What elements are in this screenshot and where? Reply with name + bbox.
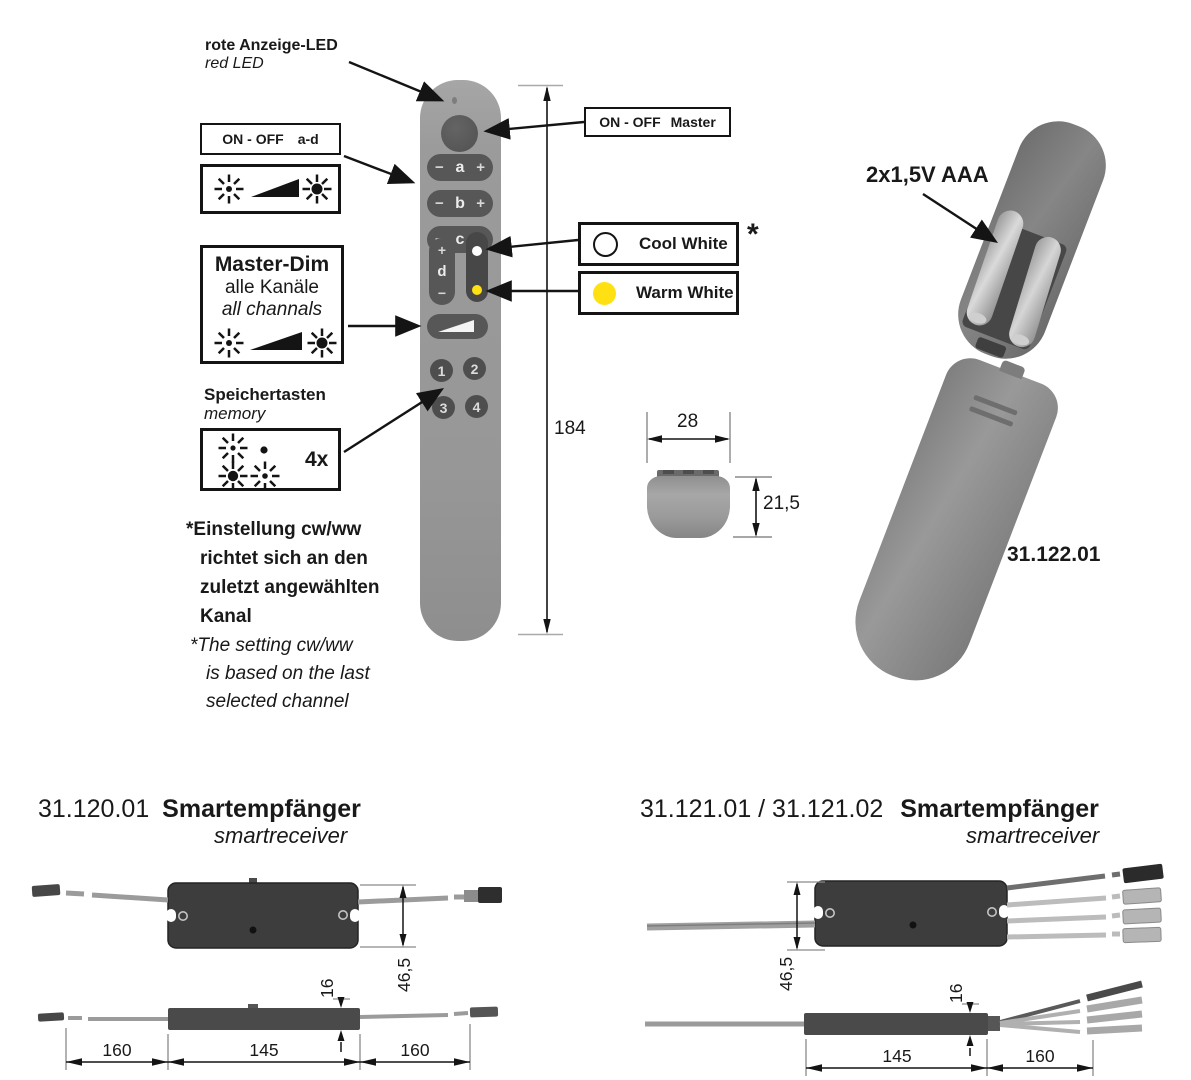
channel-b-label: b xyxy=(455,194,465,212)
memory-label-de: Speichertasten xyxy=(204,385,326,404)
receiver-left-side-view xyxy=(168,1008,360,1030)
channel-c-label: c xyxy=(455,230,465,248)
on-off-label: ON - OFF xyxy=(222,131,284,147)
footnote-en-line2: is based on the last xyxy=(206,663,370,684)
memory-2-label: 2 xyxy=(470,360,479,377)
battery-arrow xyxy=(923,194,995,241)
receiver-left-top-view xyxy=(168,883,358,948)
master-dim-subtitle-de: alle Kanäle xyxy=(224,277,320,298)
receiver-left-thickness-label: 16 xyxy=(317,978,337,998)
connector-left xyxy=(32,884,61,897)
remote-width-dim-label: 28 xyxy=(677,411,699,432)
connector-right-side xyxy=(470,1007,498,1018)
connector-3 xyxy=(1123,908,1162,924)
receiver-left-name-de: Smartempfänger xyxy=(162,795,361,823)
footnote-de-line2: richtet sich an den xyxy=(200,548,368,569)
receiver-left-drawing xyxy=(20,870,520,1080)
connector-4 xyxy=(1123,927,1161,942)
remote-depth-dim-label: 21,5 xyxy=(763,493,800,514)
wire-right-side xyxy=(360,1015,448,1017)
remote-depth-dimension xyxy=(733,477,772,537)
footnote-en-line1: *The setting cw/ww xyxy=(190,635,353,656)
receiver-right-drawing xyxy=(640,860,1191,1080)
receiver-right-body-label: 145 xyxy=(882,1046,912,1066)
wire-left xyxy=(92,895,168,900)
connector-right-sleeve xyxy=(464,890,478,902)
cool-white-arrow xyxy=(489,240,578,249)
footnote-de-line3: zuletzt angewählten xyxy=(200,577,380,598)
memory-3-label: 3 xyxy=(439,399,448,416)
receiver-right-side-view xyxy=(804,1013,988,1035)
receiver-left-name-en: smartreceiver xyxy=(214,823,348,848)
red-led-arrow xyxy=(349,62,441,100)
receiver-left-wire-left-label: 160 xyxy=(102,1040,132,1060)
remote-length-dim-label: 184 xyxy=(554,418,586,439)
memory-multiplier-label: 4x xyxy=(305,447,329,471)
length-dimension-chain xyxy=(806,1039,1093,1076)
memory-label-en: memory xyxy=(204,404,266,423)
remote-length-dimension xyxy=(518,86,563,635)
plus-label: + xyxy=(476,159,485,176)
receiver-left-title xyxy=(38,796,361,822)
footnote-de-line4: Kanal xyxy=(200,606,252,627)
master-dim-title: Master-Dim xyxy=(214,253,330,276)
receiver-right-thickness-label: 16 xyxy=(946,983,966,1003)
receiver-right-top-view xyxy=(815,881,1007,946)
receiver-left-wire-right-label: 160 xyxy=(400,1040,430,1060)
connector-1 xyxy=(1122,864,1164,884)
receiver-left-body-label: 145 xyxy=(249,1040,279,1060)
on-off-master-arrow xyxy=(487,122,584,131)
receiver-right-name-de: Smartempfänger xyxy=(900,795,1099,823)
connector-2 xyxy=(1123,888,1162,905)
receiver-left-part-number: 31.120.01 xyxy=(38,795,150,823)
minus-label: − xyxy=(437,285,447,301)
master-label: Master xyxy=(670,114,716,130)
cool-white-label: Cool White xyxy=(639,234,728,253)
connector-right xyxy=(478,887,502,903)
receiver-right-part-number: 31.121.01 / 31.121.02 xyxy=(640,795,884,823)
remote-width-dimension xyxy=(647,412,730,463)
plus-label: + xyxy=(437,242,447,258)
on-off-label: ON - OFF xyxy=(599,114,661,130)
memory-1-label: 1 xyxy=(437,362,446,379)
output-wires-side xyxy=(1000,984,1142,1032)
receiver-left-height-label: 46,5 xyxy=(394,957,414,992)
receiver-led-dot xyxy=(910,922,917,929)
receiver-right-height-label: 46,5 xyxy=(776,956,796,991)
footnote-de-line1: *Einstellung cw/ww xyxy=(186,519,362,540)
ad-label: a-d xyxy=(297,131,319,147)
battery-type-label: 2x1,5V AAA xyxy=(866,162,989,187)
memory-arrow xyxy=(344,390,441,452)
receiver-led-dot xyxy=(250,927,257,934)
footnote-en-line3: selected channel xyxy=(206,691,349,712)
minus-label: − xyxy=(435,195,444,212)
length-dimension-chain xyxy=(66,1024,470,1070)
memory-4-label: 4 xyxy=(472,398,481,415)
minus-label: − xyxy=(435,159,444,176)
red-led-label-en: red LED xyxy=(205,55,264,72)
remote-part-number: 31.122.01 xyxy=(1007,543,1101,566)
channel-d-label: d xyxy=(437,263,447,280)
receiver-right-name-en: smartreceiver xyxy=(966,823,1100,848)
connector-left-side xyxy=(38,1012,64,1021)
plus-label: + xyxy=(476,195,485,212)
warm-white-label: Warm White xyxy=(636,283,734,302)
output-wires xyxy=(1007,864,1164,943)
on-off-ad-arrow xyxy=(344,156,412,182)
channel-a-label: a xyxy=(455,158,465,176)
cw-ww-asterisk: * xyxy=(747,218,759,251)
red-led-label-de: rote Anzeige-LED xyxy=(205,37,338,54)
receiver-right-title xyxy=(640,796,1099,822)
master-dim-subtitle-en: all channals xyxy=(221,299,323,320)
receiver-right-wire-right-label: 160 xyxy=(1025,1046,1055,1066)
